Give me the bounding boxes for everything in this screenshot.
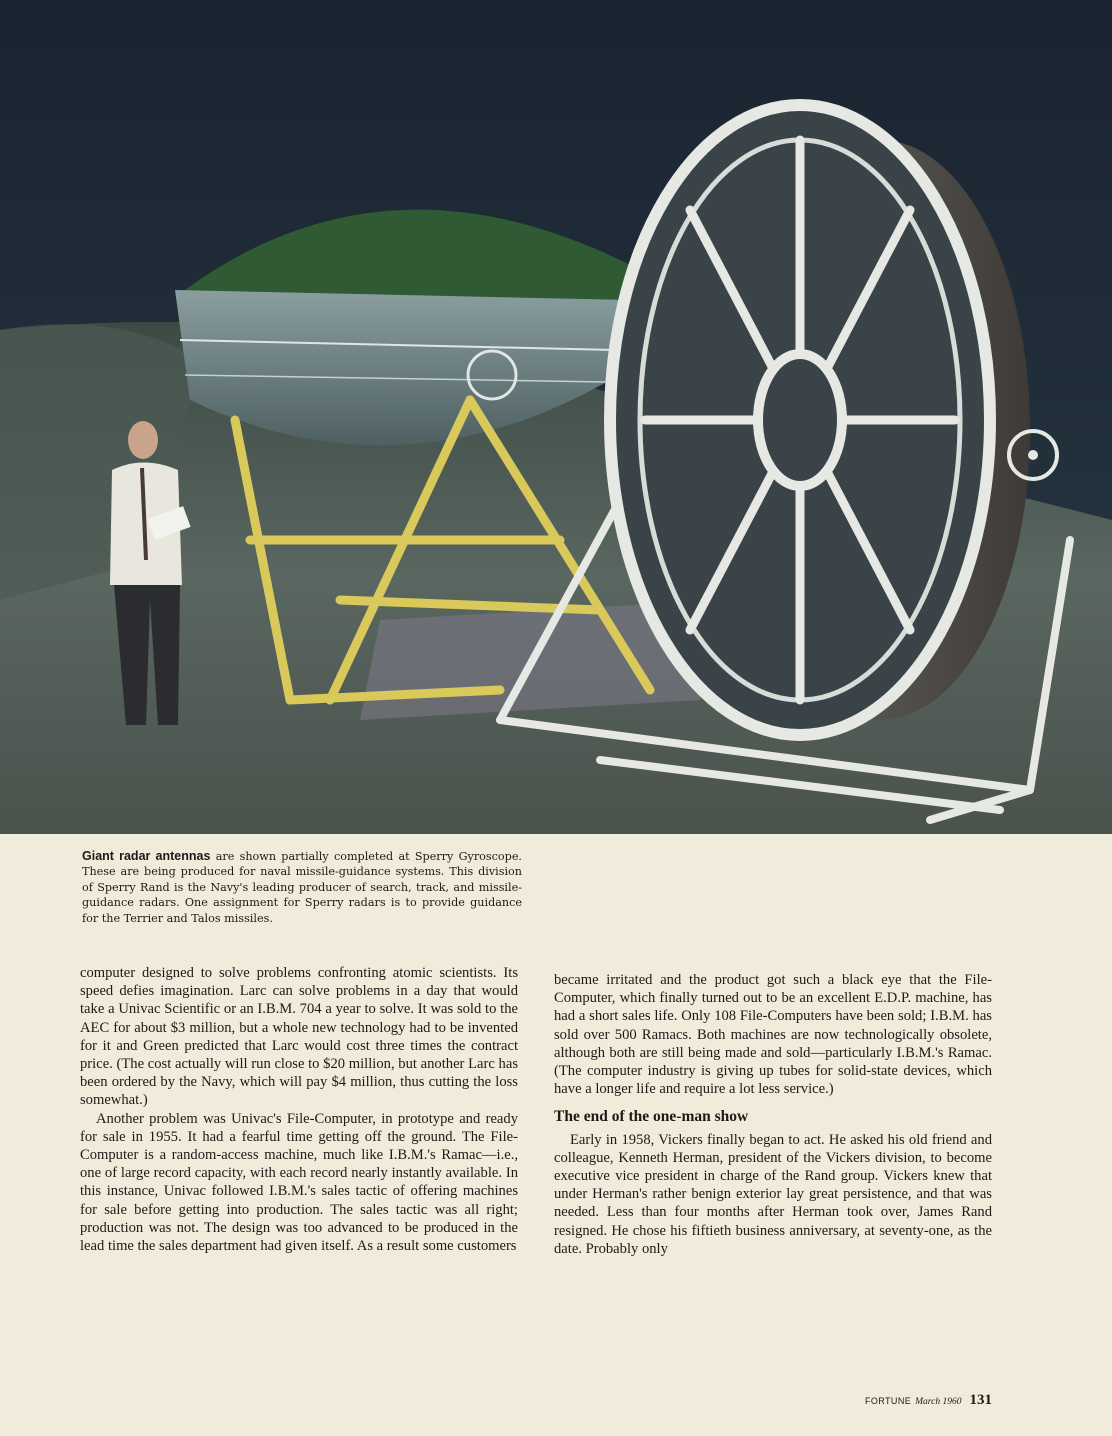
issue-date: March 1960 <box>915 1397 962 1407</box>
magazine-name: FORTUNE <box>865 1396 912 1406</box>
article-column-right <box>554 971 992 1258</box>
caption-text: are shown partially completed at Sperry Gyroscope. These are being produced for naval missile-guidance systems. This division of Sperry Rand is the Navy's leading producer of search, track, and missile-guidance radars. One assignment for Sperry radars is to provide guidance for the Terrier and Talos missiles. <box>82 850 522 925</box>
paragraph-sales-life: became irritated and the product got such a black eye that the File-Computer, which finally turned out to be an excellent E.D.P. machine, has had a short sales life. Only 108 File-Computers have been sold; I.B.M. has sold over 500 Ramacs. Both machines are now technologically obsolete, although both are still being made and sold—particularly I.B.M.'s Ramac. (The computer industry is giving up tubes for solid-state devices, which have a longer life and require a lot less service.) <box>554 972 992 1098</box>
paragraph-file-computer: Another problem was Univac's File-Computer, in prototype and ready for sale in 1955. It had a fearful time getting off the ground. The File-Computer is a random-access machine, much like I.B.M.'s Ramac—i.e., one of large record capacity, with each record nearly instantly available. In this instance, Univac followed I.B.M.'s sales tactic of offering machines for sale before getting into production. The sales tactic was all right; production was not. The design was too advanced to be produced in the lead time the sales department had given itself. As a result some customers <box>80 1110 518 1255</box>
page-number: 131 <box>969 1392 992 1408</box>
image-caption <box>82 849 522 926</box>
paragraph-vickers: Early in 1958, Vickers finally began to act. He asked his old friend and colleague, Kenneth Herman, president of the Vickers division, to become executive vice president in charge of the Rand group. Vickers knew that under Herman's rather benign exterior lay great persistence, and that was needed. Less than four months after Herman took over, James Rand resigned. He chose his fiftieth business anniversary, at seventy-one, as the date. Probably only <box>554 1131 992 1257</box>
article-column-left <box>80 964 518 1255</box>
page-footer <box>862 1392 992 1409</box>
caption-lead: Giant radar antennas <box>82 849 211 863</box>
section-heading: The end of the one-man show <box>554 1108 749 1126</box>
paragraph-larc: computer designed to solve problems confronting atomic scientists. Its speed defies imagination. Larc can solve problems in a day that would take a Univac Scientific or an I.B.M. 704 a year to solve. It was sold to the AEC for about $3 million, but a whole new technology had to be invented for it and Green predicted that Larc would cost three times the contract price. (The cost actually will run close to $20 million, but another Larc has been ordered by the Navy, which will pay $4 million, thus cutting the loss somewhat.) <box>80 965 518 1109</box>
